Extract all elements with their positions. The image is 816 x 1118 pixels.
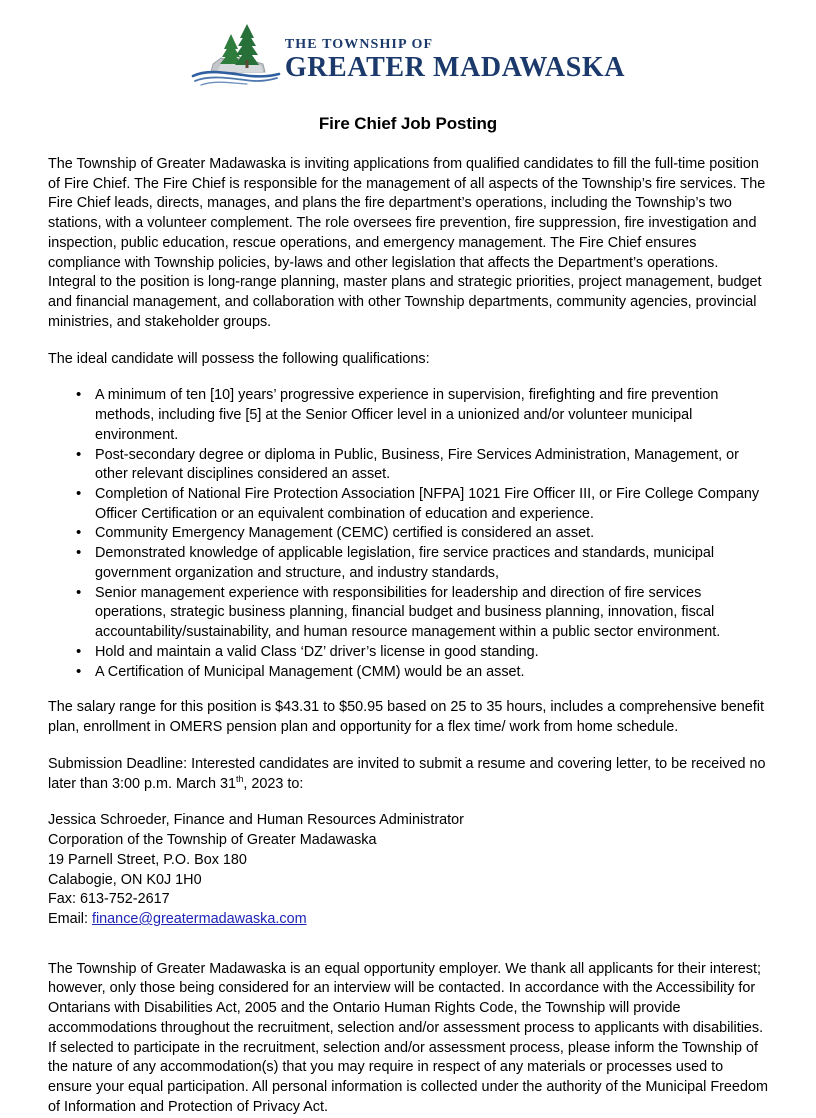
logo-line-township-of: THE TOWNSHIP OF bbox=[284, 37, 434, 52]
list-item: • A Certification of Municipal Management (CMM) would be an asset. bbox=[48, 663, 768, 683]
list-item: • Completion of National Fire Protection Association [NFPA] 1021 Fire Officer III, or Fire College Company Officer Certification or an equivalent combination of education and experience. bbox=[48, 485, 768, 524]
salary-paragraph: The salary range for this position is $43.31 to $50.95 based on 25 to 35 hours, includes a comprehensive benefit plan, enrollment in OMERS pension plan and opportunity for a flex time/ work from home schedule. bbox=[48, 699, 764, 736]
contact-email-label: Email: bbox=[48, 910, 92, 927]
list-item: • Community Emergency Management (CEMC) certified is considered an asset. bbox=[48, 524, 768, 544]
logo-wordmark bbox=[285, 38, 625, 90]
contact-email-link[interactable]: finance@greatermadawaska.com bbox=[91, 910, 307, 927]
list-item: • Post-secondary degree or diploma in Public, Business, Fire Services Administration, Management, or other relevant disciplines considered an asset. bbox=[48, 446, 768, 485]
list-item: • A minimum of ten [10] years’ progressive experience in supervision, firefighting and fire prevention methods, including five [5] at the Senior Officer level in a unionized and/or volunteer municipal environment. bbox=[48, 386, 768, 445]
contact-organization: Corporation of the Township of Greater Madawaska bbox=[48, 832, 377, 849]
contact-email-row bbox=[48, 910, 768, 930]
section-spacer bbox=[48, 947, 768, 960]
township-logo bbox=[191, 20, 625, 90]
submission-text-after-date: , 2023 to: bbox=[243, 775, 304, 792]
list-item: • Hold and maintain a valid Class ‘DZ’ driver’s license in good standing. bbox=[48, 643, 768, 663]
document-body bbox=[48, 155, 768, 1118]
contact-address-line: 19 Parnell Street, P.O. Box 180 bbox=[48, 851, 247, 868]
page-title: Fire Chief Job Posting bbox=[318, 114, 498, 133]
closing-paragraph: The Township of Greater Madawaska is an equal opportunity employer. We thank all applicants for their interest; however, only those being considered for an interview will be contacted. In accordance with the Accessibility for Ontarians with Disabilities Act, 2005 and the Ontario Human Rights Code, the Township will provide accommodations throughout the recruitment, selection and/or assessment process to applicants with disabilities. If selected to participate in the recruitment, selection and/or assessment process, please inform the Township of the nature of any accommodation(s) that you may require in respect of any materials or processes used to ensure your equal participation. All personal information is collected under the authority of the Municipal Freedom of Information and Protection of Privacy Act. bbox=[48, 960, 768, 1115]
list-item: • Senior management experience with responsibilities for leadership and direction of fire services operations, strategic business planning, financial budget and business planning, innovation, fiscal accountability/sustainability, and human resource management within a public sector environment. bbox=[48, 584, 768, 643]
contact-city-line: Calabogie, ON K0J 1H0 bbox=[48, 871, 202, 888]
contact-fax: Fax: 613-752-2617 bbox=[48, 891, 170, 908]
submission-deadline-paragraph bbox=[48, 755, 768, 794]
intro-paragraph: The Township of Greater Madawaska is inviting applications from qualified candidates to fill the full-time position of Fire Chief. The Fire Chief is responsible for the management of all aspects of the Township’s fire services. The Fire Chief leads, directs, manages, and plans the fire department’s operations, including the Township’s two stations, with a volunteer complement. The role oversees fire prevention, fire suppression, fire investigation and inspection, public education, rescue operations, and emergency management. The Fire Chief ensures compliance with Township policies, by-laws and other legislation that affects the Department’s operations. Integral to the position is long-range planning, master plans and strategic priorities, project management, budget and financial management, and collaboration with other Township departments, community agencies, provincial ministries, and stakeholder groups. bbox=[48, 156, 766, 330]
township-logo-header bbox=[48, 0, 768, 90]
contact-name-title: Jessica Schroeder, Finance and Human Resources Administrator bbox=[48, 812, 464, 829]
pine-trees-on-rock-with-water-logo-icon bbox=[191, 20, 283, 90]
qualifications-lead-in: The ideal candidate will possess the following qualifications: bbox=[48, 350, 430, 367]
contact-block bbox=[48, 811, 768, 929]
list-item: • Demonstrated knowledge of applicable legislation, fire service practices and standards, municipal government organization and structure, and industry standards, bbox=[48, 544, 768, 583]
qualifications-list bbox=[48, 386, 768, 682]
date-ordinal-suffix: th bbox=[235, 773, 244, 784]
submission-text-before-date: Submission Deadline: Interested candidates are invited to submit a resume and covering letter, to be received no later than 3:00 p.m. March 31 bbox=[48, 755, 766, 792]
logo-line-greater-madawaska: GREATER MADAWASKA bbox=[284, 52, 626, 83]
